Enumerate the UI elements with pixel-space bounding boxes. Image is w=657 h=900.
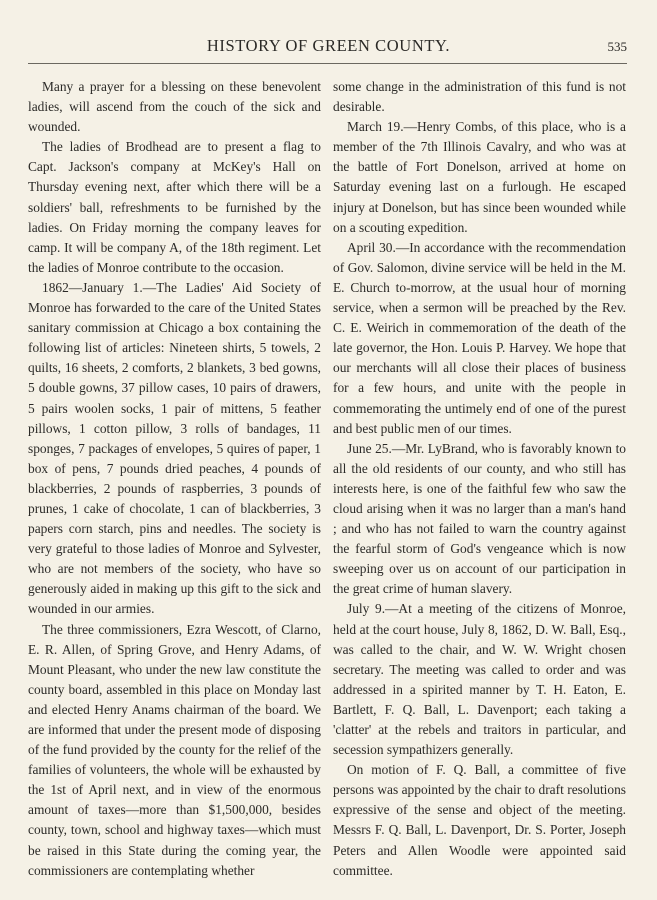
right-column bbox=[333, 77, 626, 881]
left-column bbox=[28, 77, 321, 881]
paragraph-brodhead-flag: The ladies of Brodhead are to present a flag to Capt. Jackson's company at McKey's Hall on Thursday evening next, after which there will be a soldiers' ball, refreshments to be furnished by the ladies. On Friday morning the company leaves for camp. It will be company A, of the 18th regiment. Let the ladies of Monroe contribute to the occasion. bbox=[28, 139, 321, 275]
page-header bbox=[0, 36, 657, 56]
paragraph-july-9: July 9.—At a meeting of the citizens of Monroe, held at the court house, July 8, 1862, D. W. Ball, Esq., was called to the chair, and W. W. Wright chosen secretary. The meeting was called to order and was addressed in a spirited manner by T. H. Eaton, E. Bartlett, F. Q. Ball, L. Davenport; each taking a 'clatter' at the rebels and traitors in particular, and secession sympathizers generally. bbox=[333, 601, 626, 758]
running-title: HISTORY OF GREEN COUNTY. bbox=[206, 36, 451, 55]
paragraph-commissioners: The three commissioners, Ezra Wescott, of Clarno, E. R. Allen, of Spring Grove, and Henry Adams, of Mount Pleasant, who under the new law constitute the county board, assembled in this place on Monday last and elected Henry Anams chairman of the board. We are informed that under the present mode of disposing of the fund provided by the county for the relief of the families of volunteers, the whole will be exhausted by the 1st of April next, and in view of the enormous amount of taxes—more than $1,500,000, besides county, town, school and highway taxes—which must be raised in this State during the coming year, the commissioners are contemplating whether bbox=[28, 621, 321, 878]
paragraph-committee: On motion of F. Q. Ball, a committee of five persons was appointed by the chair to draft resolutions expressive of the sense and object of the meeting. Messrs F. Q. Ball, L. Davenport, Dr. S. Porter, Joseph Peters and Allen Woodle were appointed said committee. bbox=[333, 762, 626, 878]
header-rule bbox=[28, 63, 627, 64]
paragraph-april-30: April 30.—In accordance with the recommendation of Gov. Salomon, divine service will be held in the M. E. Church to-morrow, at the usual hour of morning service, when a sermon will be preached by the Rev. C. E. Weirich in commemoration of the death of the late governor, the Hon. Louis P. Harvey. We hope that our merchants will all close their places of business for a few hours, and unite with the people in commemorating the untimely end of one of the purest and best public men of our times. bbox=[333, 239, 626, 436]
paragraph-ladies-blessing: Many a prayer for a blessing on these benevolent ladies, will ascend from the couch of the sick and wounded. bbox=[28, 79, 321, 135]
paragraph-march-19: March 19.—Henry Combs, of this place, who is a member of the 7th Illinois Cavalry, and who was at the battle of Fort Donelson, arrived at home on Saturday evening last on a furlough. He escaped injury at Donelson, but has since been wounded while on a scouting expedition. bbox=[333, 119, 626, 235]
paragraph-june-25: June 25.—Mr. LyBrand, who is favorably known to all the old residents of our county, and who still has interests here, is one of the faithful few who saw the cloud arising when it was no larger than a man's hand ; and who has not failed to warn the country against the fearful storm of God's vengeance which is now sweeping over us on account of our participation in the great crime of human slavery. bbox=[333, 440, 626, 597]
paragraph-continuation: some change in the administration of this fund is not desirable. bbox=[333, 79, 626, 115]
page-number: 535 bbox=[607, 39, 627, 54]
paragraph-ladies-aid-society: 1862—January 1.—The Ladies' Aid Society of Monroe has forwarded to the care of the United States sanitary commission at Chicago a box containing the following list of articles: Nineteen shirts, 5 towels, 2 quilts, 16 sheets, 2 comforts, 2 blankets, 3 bed gowns, 5 double gowns, 37 pillow cases, 10 pairs of drawers, 5 pairs woolen socks, 1 pair of mittens, 5 feather pillows, 1 cotton pillow, 3 rolls of bandages, 11 sponges, 7 packages of envelopes, 5 quires of paper, 1 box of pens, 7 pounds dried peaches, 4 pounds of blackberries, 2 pounds of raspberries, 3 pounds of prunes, 1 cake of chocolate, 1 can of blackberries, 3 papers corn starch, pins and needles. The society is very grateful to those ladies of Monroe and Sylvester, who are not members of the society, who have so generously aided in making up this gift to the sick and wounded in our armies. bbox=[28, 279, 321, 617]
